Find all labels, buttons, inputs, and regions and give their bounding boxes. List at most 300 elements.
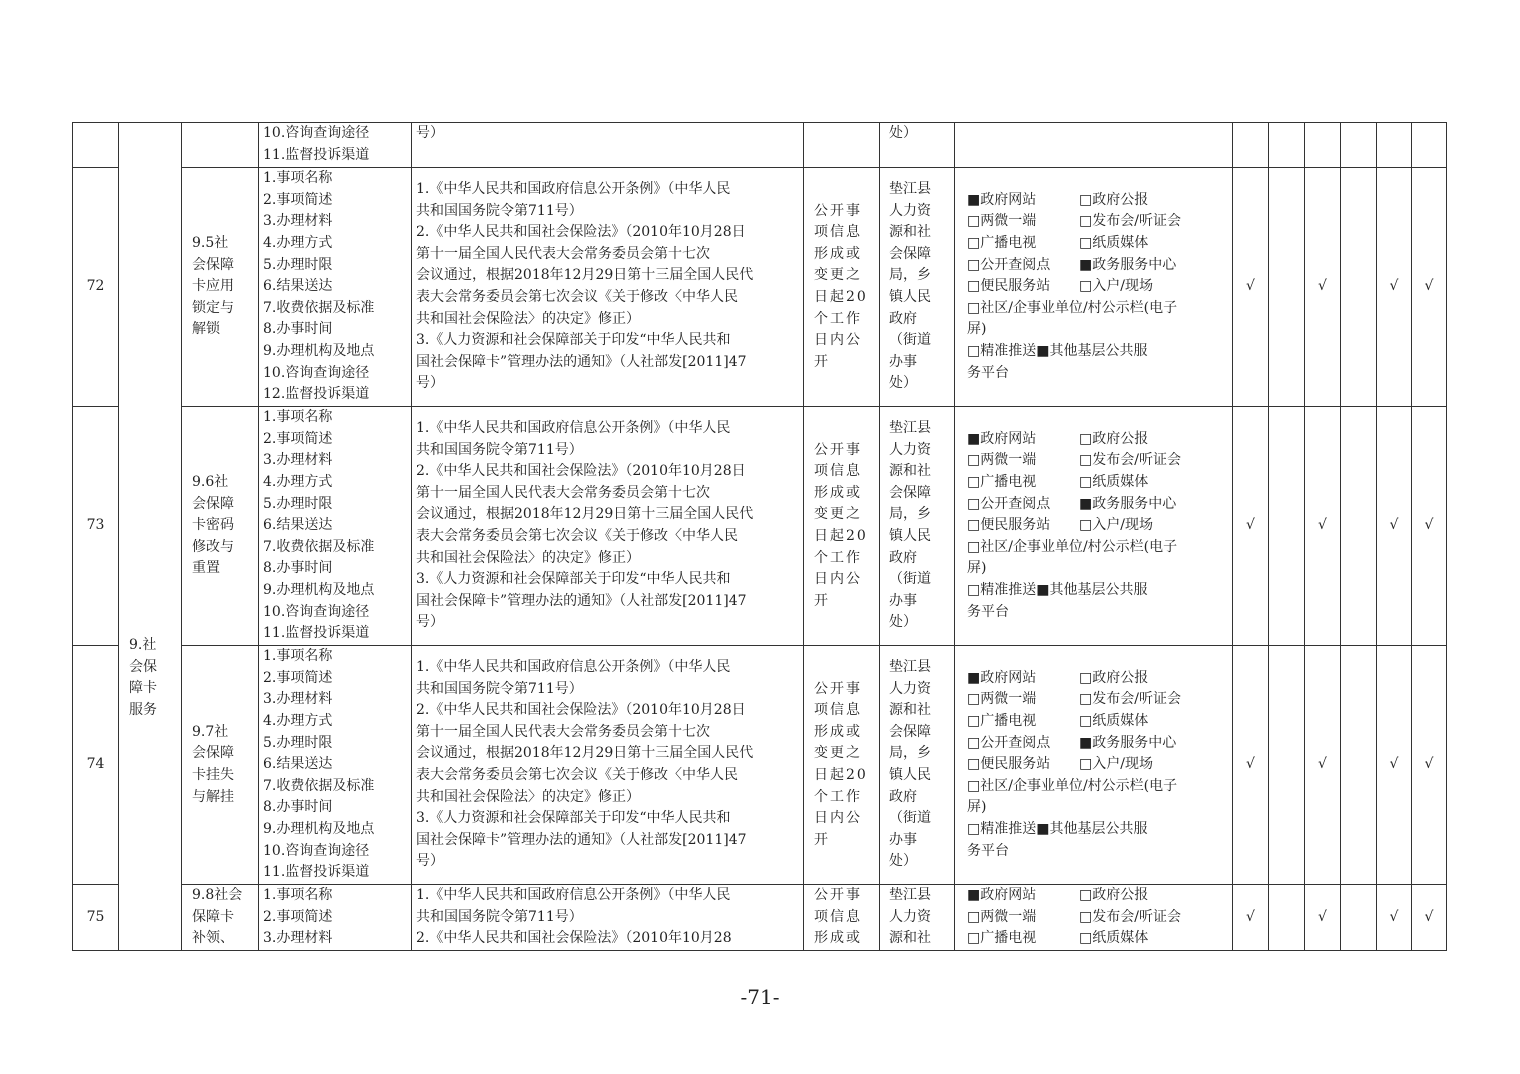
text-line: 垫江县 bbox=[889, 887, 931, 903]
text-line: 政府 bbox=[889, 310, 917, 327]
text-line: 卡密码 bbox=[192, 517, 234, 534]
text-line: 共和国国务院令第711号） bbox=[416, 680, 583, 697]
channel-line bbox=[967, 298, 1228, 320]
text-line: 9.5社 bbox=[192, 235, 229, 252]
text-line: 共和国国务院令第711号） bbox=[416, 908, 583, 925]
department-cell bbox=[880, 885, 955, 951]
text-line: 公开事 bbox=[814, 680, 862, 697]
channel-line bbox=[967, 689, 1228, 711]
text-line: 垫江县 bbox=[889, 181, 931, 198]
text-line: 源和社 bbox=[889, 463, 931, 480]
text-line: 1.《中华人民共和国政府信息公开条例》（中华人民 bbox=[416, 420, 731, 437]
text-line: 11.监督投诉渠道 bbox=[263, 146, 370, 163]
channel-line bbox=[967, 515, 1228, 537]
channel-option: 务平台 bbox=[967, 842, 1009, 859]
channel-line bbox=[967, 190, 1228, 212]
text-line: 2.事项简述 bbox=[263, 669, 333, 686]
text-line: 9.社 bbox=[129, 637, 157, 653]
item-name-cell bbox=[182, 646, 259, 885]
time-limit-cell bbox=[804, 168, 880, 407]
text-line: 形成或 bbox=[814, 245, 862, 262]
channel-option: □社区/企事业单位/村公示栏(电子 bbox=[967, 299, 1178, 316]
text-line: 号） bbox=[416, 375, 444, 392]
channel-line bbox=[967, 907, 1228, 929]
text-line: 3.《人力资源和社会保障部关于印发“中华人民共和 bbox=[416, 810, 731, 827]
text-line: 74 bbox=[86, 756, 105, 773]
text-line: 日内公 bbox=[814, 571, 862, 588]
channel-option: □便民服务站 bbox=[967, 517, 1051, 534]
text-line: 国社会保障卡”管理办法的通知》（人社部发[2011]47 bbox=[416, 353, 747, 370]
table-row bbox=[73, 168, 1447, 407]
text-line: 开 bbox=[814, 831, 830, 848]
text-line: 修改与 bbox=[192, 538, 234, 555]
text-line: 局，乡 bbox=[889, 745, 931, 762]
check-cell: √ bbox=[1412, 885, 1447, 951]
channel-line bbox=[967, 711, 1228, 733]
text-line: 3.办理材料 bbox=[263, 213, 333, 230]
text-line: 3.办理材料 bbox=[263, 691, 333, 708]
check-cell: √ bbox=[1233, 407, 1269, 646]
text-line: 个工作 bbox=[814, 788, 862, 805]
text-line: 共和国国务院令第711号） bbox=[416, 441, 583, 458]
text-line: 会议通过，根据2018年12月29日第十三届全国人民代 bbox=[416, 267, 754, 284]
channel-option: 务平台 bbox=[967, 364, 1009, 381]
channel-line bbox=[967, 885, 1228, 907]
check-cell: √ bbox=[1305, 407, 1341, 646]
channel-line bbox=[967, 841, 1228, 863]
legal-basis-cell bbox=[412, 646, 804, 885]
department-cell bbox=[880, 646, 955, 885]
channel-option: 屏) bbox=[967, 560, 987, 577]
channel-line bbox=[967, 776, 1228, 798]
text-line: 公开事 bbox=[814, 202, 862, 219]
check-cell: √ bbox=[1377, 646, 1412, 885]
check-cell: √ bbox=[1412, 407, 1447, 646]
text-line: 2.事项简述 bbox=[263, 191, 333, 208]
row-number-cell bbox=[73, 407, 119, 646]
text-line: 卡应用 bbox=[192, 278, 234, 295]
disclosure-content-cell bbox=[259, 646, 412, 885]
text-line: 9.办理机构及地点 bbox=[263, 342, 375, 359]
channel-option: □政府公报 bbox=[1079, 430, 1149, 447]
check-cell bbox=[1377, 123, 1412, 168]
check-cell: √ bbox=[1305, 885, 1341, 951]
channel-option: □公开查阅点 bbox=[967, 734, 1051, 751]
text-line: 锁定与 bbox=[192, 299, 234, 316]
text-line: 8.办事时间 bbox=[263, 321, 333, 338]
text-line: 镇人民 bbox=[889, 767, 931, 783]
text-line: 5.办理时限 bbox=[263, 256, 333, 273]
item-name-cell bbox=[182, 123, 259, 168]
text-line: 垫江县 bbox=[889, 659, 931, 676]
channels-cell bbox=[955, 885, 1233, 951]
text-line: 共和国社会保险法〉的决定》修正） bbox=[416, 788, 640, 805]
text-line: 表大会常务委员会第七次会议《关于修改〈中华人民 bbox=[416, 528, 738, 544]
channel-option: □便民服务站 bbox=[967, 278, 1051, 295]
text-line: 日内公 bbox=[814, 332, 862, 349]
text-line: 项信息 bbox=[814, 224, 862, 241]
check-cell bbox=[1269, 168, 1305, 407]
check-cell bbox=[1341, 168, 1377, 407]
channel-option: □纸质媒体 bbox=[1079, 930, 1149, 947]
table-row bbox=[73, 646, 1447, 885]
text-line: 4.办理方式 bbox=[263, 474, 333, 491]
legal-basis-cell bbox=[412, 123, 804, 168]
text-line: 10.咨询查询途径 bbox=[263, 125, 370, 141]
text-line: 镇人民 bbox=[889, 528, 931, 544]
channel-option: □两微一端 bbox=[967, 908, 1037, 925]
channel-option: □两微一端 bbox=[967, 452, 1037, 469]
text-line: 国社会保障卡”管理办法的通知》（人社部发[2011]47 bbox=[416, 831, 747, 848]
text-line: 共和国社会保险法〉的决定》修正） bbox=[416, 310, 640, 327]
row-number-cell bbox=[73, 168, 119, 407]
text-line: 12.监督投诉渠道 bbox=[263, 386, 370, 403]
channels-cell bbox=[955, 168, 1233, 407]
text-line: 9.6社 bbox=[192, 474, 229, 491]
text-line: （街道 bbox=[889, 810, 931, 827]
text-line: 73 bbox=[86, 517, 105, 534]
channel-option: □纸质媒体 bbox=[1079, 474, 1149, 491]
channel-line bbox=[967, 211, 1228, 233]
text-line: 个工作 bbox=[814, 310, 862, 327]
text-line: 变更之 bbox=[814, 267, 862, 284]
text-line: 9.办理机构及地点 bbox=[263, 820, 375, 837]
check-cell bbox=[1269, 123, 1305, 168]
text-line: 源和社 bbox=[889, 930, 931, 947]
channel-line bbox=[967, 255, 1228, 277]
text-line: 形成或 bbox=[814, 484, 862, 501]
text-line: 2.事项简述 bbox=[263, 908, 333, 925]
text-line: 垫江县 bbox=[889, 420, 931, 437]
channel-option: □纸质媒体 bbox=[1079, 235, 1149, 252]
text-line: 3.办理材料 bbox=[263, 452, 333, 469]
text-line: 会保障 bbox=[889, 484, 931, 501]
channel-option: □精准推送■其他基层公共服 bbox=[967, 581, 1148, 598]
department-cell bbox=[880, 407, 955, 646]
channel-line bbox=[967, 819, 1228, 841]
check-cell: √ bbox=[1305, 168, 1341, 407]
channel-option: □纸质媒体 bbox=[1079, 713, 1149, 730]
text-line: 会保障 bbox=[192, 745, 234, 762]
text-line: 1.事项名称 bbox=[263, 887, 333, 903]
text-line: 源和社 bbox=[889, 224, 931, 241]
channel-line bbox=[967, 233, 1228, 255]
channel-option: □便民服务站 bbox=[967, 756, 1051, 773]
channel-option: ■政务服务中心 bbox=[1079, 256, 1177, 273]
text-line: 号） bbox=[416, 125, 444, 141]
department-cell bbox=[880, 123, 955, 168]
channel-option: 屏) bbox=[967, 321, 987, 338]
table-row bbox=[73, 407, 1447, 646]
text-line: 形成或 bbox=[814, 723, 862, 740]
channel-line bbox=[967, 558, 1228, 580]
text-line: 会保障 bbox=[889, 723, 931, 740]
text-line: 9.8社会 bbox=[192, 887, 243, 903]
channel-line bbox=[967, 319, 1228, 341]
text-line: （街道 bbox=[889, 571, 931, 588]
check-cell bbox=[1269, 885, 1305, 951]
text-line: 2.《中华人民共和国社会保险法》（2010年10月28 bbox=[416, 930, 732, 947]
channel-option: □两微一端 bbox=[967, 213, 1037, 230]
text-line: 处） bbox=[889, 853, 917, 870]
page-number: -71- bbox=[740, 985, 780, 1009]
text-line: 5.办理时限 bbox=[263, 495, 333, 512]
text-line: 障卡 bbox=[129, 680, 157, 697]
text-line: 3.《人力资源和社会保障部关于印发“中华人民共和 bbox=[416, 571, 731, 588]
channel-option: □社区/企事业单位/村公示栏(电子 bbox=[967, 777, 1178, 794]
channel-line bbox=[967, 363, 1228, 385]
channel-option: □入户/现场 bbox=[1079, 278, 1153, 295]
check-cell: √ bbox=[1233, 646, 1269, 885]
text-line: 与解挂 bbox=[192, 788, 234, 805]
channel-option: □广播电视 bbox=[967, 235, 1037, 252]
text-line: 9.7社 bbox=[192, 723, 229, 740]
text-line: 会保障 bbox=[192, 256, 234, 273]
channel-option: □精准推送■其他基层公共服 bbox=[967, 342, 1148, 359]
channel-option: □广播电视 bbox=[967, 474, 1037, 491]
text-line: 解锁 bbox=[192, 321, 220, 338]
text-line: 日内公 bbox=[814, 810, 862, 827]
item-name-cell bbox=[182, 168, 259, 407]
channel-line bbox=[967, 429, 1228, 451]
legal-basis-cell bbox=[412, 885, 804, 951]
check-cell bbox=[1269, 407, 1305, 646]
channel-option: □公开查阅点 bbox=[967, 495, 1051, 512]
text-line: 开 bbox=[814, 592, 830, 609]
text-line: 表大会常务委员会第七次会议《关于修改〈中华人民 bbox=[416, 289, 738, 305]
channel-line bbox=[967, 494, 1228, 516]
disclosure-content-cell bbox=[259, 407, 412, 646]
text-line: 变更之 bbox=[814, 506, 862, 523]
channel-option: 务平台 bbox=[967, 603, 1009, 620]
text-line: 政府 bbox=[889, 549, 917, 566]
table-row-continued bbox=[73, 123, 1447, 168]
channel-option: □公开查阅点 bbox=[967, 256, 1051, 273]
text-line: 日起20 bbox=[814, 767, 868, 783]
text-line: 公开事 bbox=[814, 441, 862, 458]
channel-option: ■政务服务中心 bbox=[1079, 495, 1177, 512]
channel-option: □发布会/听证会 bbox=[1079, 691, 1181, 708]
channel-option: ■政府网站 bbox=[967, 430, 1037, 447]
time-limit-cell bbox=[804, 407, 880, 646]
text-line: 1.《中华人民共和国政府信息公开条例》（中华人民 bbox=[416, 659, 731, 676]
text-line: 7.收费依据及标准 bbox=[263, 777, 375, 794]
text-line: 号） bbox=[416, 614, 444, 631]
text-line: （街道 bbox=[889, 332, 931, 349]
check-cell: √ bbox=[1233, 168, 1269, 407]
channel-option: □两微一端 bbox=[967, 691, 1037, 708]
channels-cell bbox=[955, 646, 1233, 885]
text-line: 人力资 bbox=[889, 441, 931, 458]
text-line: 会议通过，根据2018年12月29日第十三届全国人民代 bbox=[416, 506, 754, 523]
text-line: 共和国社会保险法〉的决定》修正） bbox=[416, 549, 640, 566]
text-line: 2.事项简述 bbox=[263, 430, 333, 447]
text-line: 开 bbox=[814, 353, 830, 370]
text-line: 2.《中华人民共和国社会保险法》（2010年10月28日 bbox=[416, 224, 746, 241]
check-cell bbox=[1341, 123, 1377, 168]
text-line: 2.《中华人民共和国社会保险法》（2010年10月28日 bbox=[416, 702, 746, 719]
text-line: 第十一届全国人民代表大会常务委员会第十七次 bbox=[416, 484, 710, 501]
channel-line bbox=[967, 668, 1228, 690]
text-line: 处） bbox=[889, 125, 917, 141]
text-line: 变更之 bbox=[814, 745, 862, 762]
text-line: 号） bbox=[416, 853, 444, 870]
text-line: 个工作 bbox=[814, 549, 862, 566]
check-cell: √ bbox=[1377, 168, 1412, 407]
text-line: 1.《中华人民共和国政府信息公开条例》（中华人民 bbox=[416, 181, 731, 198]
text-line: 7.收费依据及标准 bbox=[263, 299, 375, 316]
row-number-cell bbox=[73, 123, 119, 168]
channel-line bbox=[967, 733, 1228, 755]
text-line: 办事 bbox=[889, 353, 917, 370]
text-line: 9.办理机构及地点 bbox=[263, 581, 375, 598]
channel-line bbox=[967, 928, 1228, 950]
disclosure-content-cell bbox=[259, 123, 412, 168]
channel-option: ■政府网站 bbox=[967, 669, 1037, 686]
text-line: 卡挂失 bbox=[192, 767, 234, 783]
check-cell bbox=[1269, 646, 1305, 885]
disclosure-table bbox=[72, 122, 1447, 951]
text-line: 2.《中华人民共和国社会保险法》（2010年10月28日 bbox=[416, 463, 746, 480]
text-line: 办事 bbox=[889, 592, 917, 609]
text-line: 服务 bbox=[129, 701, 157, 718]
text-line: 日起20 bbox=[814, 289, 868, 305]
text-line: 11.监督投诉渠道 bbox=[263, 864, 370, 881]
text-line: 6.结果送达 bbox=[263, 756, 333, 773]
channel-line bbox=[967, 472, 1228, 494]
text-line: 日起20 bbox=[814, 528, 868, 544]
text-line: 6.结果送达 bbox=[263, 517, 333, 534]
disclosure-content-cell bbox=[259, 168, 412, 407]
text-line: 国社会保障卡”管理办法的通知》（人社部发[2011]47 bbox=[416, 592, 747, 609]
check-cell bbox=[1341, 407, 1377, 646]
channel-line bbox=[967, 276, 1228, 298]
text-line: 8.办事时间 bbox=[263, 560, 333, 577]
channel-option: □入户/现场 bbox=[1079, 517, 1153, 534]
text-line: 形成或 bbox=[814, 930, 862, 947]
text-line: 政府 bbox=[889, 788, 917, 805]
time-limit-cell bbox=[804, 123, 880, 168]
channel-line bbox=[967, 797, 1228, 819]
channel-line bbox=[967, 450, 1228, 472]
text-line: 局，乡 bbox=[889, 267, 931, 284]
text-line: 处） bbox=[889, 375, 917, 392]
channel-option: □社区/企事业单位/村公示栏(电子 bbox=[967, 538, 1178, 555]
text-line: 源和社 bbox=[889, 702, 931, 719]
text-line: 项信息 bbox=[814, 908, 862, 925]
channel-option: □政府公报 bbox=[1079, 191, 1149, 208]
text-line: 表大会常务委员会第七次会议《关于修改〈中华人民 bbox=[416, 767, 738, 783]
item-name-cell bbox=[182, 407, 259, 646]
channels-cell bbox=[955, 407, 1233, 646]
text-line: 第十一届全国人民代表大会常务委员会第十七次 bbox=[416, 723, 710, 740]
text-line: 1.事项名称 bbox=[263, 409, 333, 426]
text-line: 项信息 bbox=[814, 463, 862, 480]
channel-option: □广播电视 bbox=[967, 713, 1037, 730]
text-line: 保障卡 bbox=[192, 908, 234, 925]
check-cell bbox=[1341, 646, 1377, 885]
channel-line bbox=[967, 754, 1228, 776]
text-line: 3.办理材料 bbox=[263, 930, 333, 947]
department-cell bbox=[880, 168, 955, 407]
channel-line bbox=[967, 580, 1228, 602]
channel-option: □入户/现场 bbox=[1079, 756, 1153, 773]
channel-option: ■政府网站 bbox=[967, 191, 1037, 208]
text-line: 1.事项名称 bbox=[263, 648, 333, 665]
channel-option: □政府公报 bbox=[1079, 887, 1149, 903]
text-line: 72 bbox=[86, 278, 105, 295]
check-cell: √ bbox=[1233, 885, 1269, 951]
table-row bbox=[73, 885, 1447, 951]
channel-option: ■政务服务中心 bbox=[1079, 734, 1177, 751]
check-cell bbox=[1412, 123, 1447, 168]
channel-line bbox=[967, 602, 1228, 624]
text-line: 75 bbox=[86, 908, 105, 925]
text-line: 人力资 bbox=[889, 908, 931, 925]
item-name-cell bbox=[182, 885, 259, 951]
time-limit-cell bbox=[804, 885, 880, 951]
row-number-cell bbox=[73, 646, 119, 885]
text-line: 处） bbox=[889, 614, 917, 631]
channel-option: □发布会/听证会 bbox=[1079, 908, 1181, 925]
text-line: 镇人民 bbox=[889, 289, 931, 305]
text-line: 办事 bbox=[889, 831, 917, 848]
channel-option: □发布会/听证会 bbox=[1079, 452, 1181, 469]
channel-option: □精准推送■其他基层公共服 bbox=[967, 820, 1148, 837]
channel-option: □发布会/听证会 bbox=[1079, 213, 1181, 230]
channel-option: 屏) bbox=[967, 799, 987, 816]
check-cell bbox=[1305, 123, 1341, 168]
text-line: 7.收费依据及标准 bbox=[263, 538, 375, 555]
text-line: 10.咨询查询途径 bbox=[263, 842, 370, 859]
text-line: 1.事项名称 bbox=[263, 170, 333, 187]
channel-option: □广播电视 bbox=[967, 930, 1037, 947]
text-line: 重置 bbox=[192, 560, 220, 577]
text-line: 局，乡 bbox=[889, 506, 931, 523]
check-cell bbox=[1233, 123, 1269, 168]
text-line: 3.《人力资源和社会保障部关于印发“中华人民共和 bbox=[416, 332, 731, 349]
text-line: 人力资 bbox=[889, 680, 931, 697]
text-line: 6.结果送达 bbox=[263, 278, 333, 295]
channel-option: ■政府网站 bbox=[967, 887, 1037, 903]
row-number-cell bbox=[73, 885, 119, 951]
channels-cell bbox=[955, 123, 1233, 168]
text-line: 人力资 bbox=[889, 202, 931, 219]
text-line: 项信息 bbox=[814, 702, 862, 719]
check-cell: √ bbox=[1305, 646, 1341, 885]
text-line: 会保障 bbox=[192, 495, 234, 512]
text-line: 5.办理时限 bbox=[263, 734, 333, 751]
text-line: 11.监督投诉渠道 bbox=[263, 625, 370, 642]
channel-line bbox=[967, 341, 1228, 363]
legal-basis-cell bbox=[412, 407, 804, 646]
check-cell: √ bbox=[1412, 168, 1447, 407]
text-line: 会保障 bbox=[889, 245, 931, 262]
text-line: 4.办理方式 bbox=[263, 235, 333, 252]
text-line: 补领、 bbox=[192, 930, 234, 947]
text-line: 4.办理方式 bbox=[263, 713, 333, 730]
legal-basis-cell bbox=[412, 168, 804, 407]
channel-option: □政府公报 bbox=[1079, 669, 1149, 686]
check-cell bbox=[1341, 885, 1377, 951]
channel-line bbox=[967, 537, 1228, 559]
text-line: 第十一届全国人民代表大会常务委员会第十七次 bbox=[416, 245, 710, 262]
text-line: 8.办事时间 bbox=[263, 799, 333, 816]
group-name-cell bbox=[119, 123, 182, 951]
text-line: 10.咨询查询途径 bbox=[263, 603, 370, 620]
time-limit-cell bbox=[804, 646, 880, 885]
text-line: 10.咨询查询途径 bbox=[263, 364, 370, 381]
